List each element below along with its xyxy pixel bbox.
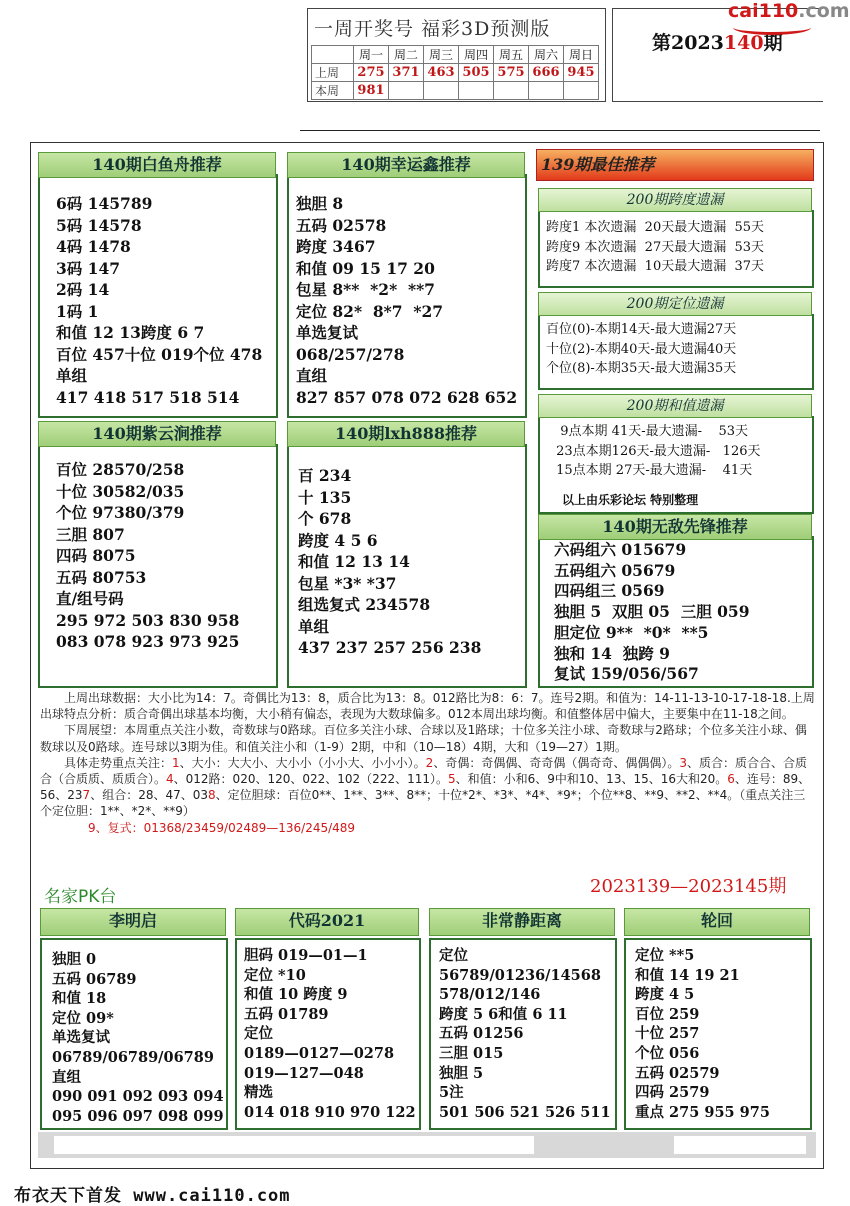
panel-line: 9点本期 41天-最大遗漏- 53天	[552, 424, 749, 439]
panel-body-wudi	[554, 540, 749, 685]
panel-line: 068/257/278	[296, 344, 405, 364]
panel-line: 独胆 5 双胆 05 三胆 059	[554, 602, 750, 622]
panel-line: 06789/06789/06789	[52, 1048, 214, 1066]
analysis-fushi: 9、复式：01368/23459/02489—136/245/489	[40, 820, 356, 835]
panel-line: 十位 257	[635, 1025, 700, 1043]
panel-line: 定位 82* 8*7 *27	[296, 301, 444, 321]
panel-line: 15点本期 27天-最大遗漏- 41天	[552, 463, 753, 478]
panel-body-xingyunxin	[296, 193, 517, 408]
draw-number	[424, 82, 459, 100]
panel-line: 单组	[56, 366, 88, 385]
panel-line: 十位 30582/035	[56, 481, 185, 501]
panel-body-dingwei	[546, 320, 736, 379]
panel-title: 200期跨度遗漏	[538, 188, 812, 212]
panel-line: 胆码 019—01—1	[244, 947, 368, 964]
panel-line: 23点本期126天-最大遗漏- 126天	[552, 443, 761, 459]
footer-credit[interactable]: 布衣天下首发 www.cai110.com	[14, 1186, 291, 1206]
best-title: 139期最佳推荐	[536, 149, 814, 181]
header-title: 一周开奖号 福彩3D预测版	[314, 18, 551, 40]
pk-body-1	[52, 950, 224, 1126]
panel-line: 百位 28570/258	[56, 460, 185, 479]
panel-line: 百位 259	[635, 1005, 700, 1023]
day-header: 周一	[354, 46, 389, 64]
panel-line: 组选复式 234578	[298, 595, 431, 614]
panel-line: 定位	[244, 1025, 273, 1043]
panel-line: 578/012/146	[439, 986, 541, 1004]
divider	[300, 130, 820, 131]
panel-line: 5注	[439, 1084, 464, 1102]
pk-title: 李明启	[40, 908, 226, 936]
draw-number: 275	[354, 64, 389, 82]
panel-line: 重点 275 955 975	[635, 1103, 770, 1121]
panel-line: 和值 12 13 14	[298, 552, 410, 571]
panel-line: 56789/01236/14568	[439, 966, 601, 984]
draw-number: 666	[529, 64, 564, 82]
panel-line: 个位 056	[635, 1044, 700, 1062]
draw-number	[494, 82, 529, 100]
panel-line: 五码 01789	[244, 1005, 329, 1023]
panel-line: 和值 14 19 21	[635, 966, 740, 984]
panel-line: 501 506 521 526 511	[439, 1103, 611, 1121]
panel-line: 四码 8075	[56, 546, 136, 565]
panel-line: 三胆 015	[439, 1044, 504, 1062]
panel-line: 定位 **5	[635, 947, 695, 964]
panel-line: 五码 02578	[296, 215, 387, 235]
panel-title: 140期紫云涧推荐	[38, 421, 276, 447]
panel-line: 0189—0127—0278	[244, 1044, 395, 1062]
panel-line: 复试 159/056/567	[554, 664, 699, 684]
day-header: 周日	[564, 46, 599, 64]
panel-line: 定位	[439, 947, 468, 964]
panel-line: 3码 147	[56, 258, 121, 278]
panel-line: 独胆 0	[52, 951, 97, 968]
panel-line: 5码 14578	[56, 215, 142, 235]
draw-number	[389, 82, 424, 100]
panel-line: 827 857 078 072 628 652	[296, 387, 518, 407]
panel-line: 直组	[296, 366, 328, 385]
weekly-draw-table	[311, 45, 599, 100]
panel-body-baiyuzhou	[56, 193, 262, 408]
panel-line: 个 678	[298, 509, 352, 528]
draw-number	[529, 82, 564, 100]
issue-number: 第2023140期	[652, 32, 783, 54]
panel-line: 十 135	[298, 487, 352, 507]
panel-line: 跨度9 本次遗漏 27天最大遗漏 53天	[546, 239, 765, 255]
panel-line: 六码组六 015679	[554, 540, 687, 559]
panel-title: 140期lxh888推荐	[287, 421, 525, 447]
panel-line: 包星 *3* *37	[298, 573, 397, 593]
panel-title: 140期无敌先锋推荐	[538, 514, 812, 540]
panel-line: 五码 80753	[56, 567, 147, 587]
draw-number: 945	[564, 64, 599, 82]
panel-line: 五码 02579	[635, 1064, 720, 1082]
draw-number	[564, 82, 599, 100]
day-header: 周三	[424, 46, 459, 64]
panel-line: 083 078 923 973 925	[56, 632, 240, 651]
day-header: 周四	[459, 46, 494, 64]
pk-title: 非常静距离	[429, 908, 615, 936]
panel-line: 和值 10 跨度 9	[244, 986, 348, 1004]
panel-line: 独胆 8	[296, 194, 344, 213]
panel-line: 090 091 092 093 094	[52, 1088, 224, 1106]
panel-line: 百位(0)-本期14天-最大遗漏27天	[546, 322, 737, 337]
draw-number: 371	[389, 64, 424, 82]
draw-number	[459, 82, 494, 100]
panel-line: 三胆 807	[56, 524, 125, 544]
pk-title: 轮回	[624, 908, 810, 936]
draw-number: 463	[424, 64, 459, 82]
panel-line: 和值 18	[52, 990, 107, 1008]
pk-body-2	[244, 946, 416, 1122]
pk-label: 名家PK台	[44, 887, 117, 907]
site-logo[interactable]: cai110.com	[728, 0, 850, 22]
day-header: 周五	[494, 46, 529, 64]
panel-body-ziyunjian	[56, 459, 239, 653]
issue-range: 2023139—2023145期	[590, 876, 787, 897]
panel-line: 跨度7 本次遗漏 10天最大遗漏 37天	[546, 259, 765, 274]
panel-title: 140期幸运鑫推荐	[287, 152, 525, 178]
panel-line: 定位 *10	[244, 966, 306, 984]
row-label: 本周	[312, 82, 354, 100]
panel-title: 140期白鱼舟推荐	[38, 152, 276, 178]
draw-number: 981	[354, 82, 389, 100]
panel-line: 单选复试	[52, 1029, 110, 1047]
panel-line: 独胆 5	[439, 1064, 484, 1082]
panel-line: 个位 97380/379	[56, 503, 185, 522]
panel-line: 定位 09*	[52, 1009, 114, 1027]
day-header: 周二	[389, 46, 424, 64]
panel-line: 直/组号码	[56, 589, 124, 608]
panel-line: 包星 8** *2* **7	[296, 280, 435, 299]
panel-title: 200期定位遗漏	[538, 292, 812, 316]
panel-line: 1码 1	[56, 301, 99, 321]
pk-title: 代码2021	[235, 908, 419, 936]
draw-number: 505	[459, 64, 494, 82]
panel-line: 四码 2579	[635, 1084, 710, 1102]
panel-line: 胆定位 9** *0* **5	[554, 622, 709, 642]
row-label: 上周	[312, 64, 354, 82]
panel-line: 单组	[298, 616, 330, 636]
panel-line: 独和 14 独跨 9	[554, 643, 670, 663]
panel-line: 跨度1 本次遗漏 20天最大遗漏 55天	[546, 220, 765, 235]
panel-line: 2码 14	[56, 280, 110, 299]
panel-line: 单选复试	[296, 323, 359, 342]
panel-line: 五码 01256	[439, 1025, 524, 1043]
pk-body-3	[439, 946, 611, 1122]
panel-line: 019—127—048	[244, 1064, 364, 1082]
analysis-text	[40, 690, 815, 836]
panel-line: 417 418 517 518 514	[56, 387, 240, 407]
panel-line: 跨度 5 6和值 6 11	[439, 1005, 568, 1023]
panel-line: 跨度 4 5	[635, 986, 695, 1004]
logo-swoosh	[733, 20, 811, 35]
panel-line: 4码 1478	[56, 237, 131, 256]
panel-body-kuadu	[546, 218, 764, 277]
panel-line: 直组	[52, 1068, 81, 1086]
analysis-trends: 具体走势重点关注：1、大小：大大小、大小小（小小大、小小小）。2、奇偶：奇偶偶、奇奇偶（偶奇奇、偶偶偶）。3、质合：质合合、合质合（合质质、质质合）。4、012路：020、120、022、102（222、111）。5、和值：小和6、9中和10、13、15、16大和20。6、连号：89、56、237、组合：28、47、038、定位胆球：百位0**、1**、3**、8**；十位*2*、*3*、*4*、*9*；个位**8、**9、**2、**4。（重点关注三个定位胆：1**、*2*、**9）	[40, 755, 811, 819]
panel-body-lxh888	[298, 465, 481, 659]
bottom-bar	[38, 1132, 816, 1158]
panel-line: 百 234	[298, 466, 352, 485]
panel-line: 精选	[244, 1084, 273, 1102]
panel-line: 295 972 503 830 958	[56, 610, 240, 630]
panel-body-hezhi	[552, 422, 760, 481]
panel-line: 十位(2)-本期40天-最大遗漏40天	[546, 341, 737, 357]
panel-line: 个位(8)-本期35天-最大遗漏35天	[546, 361, 737, 376]
analysis-outlook: 下周展望：本周重点关注小数，奇数球与0路球。百位多关注小球、合球以及1路球；十位多关注小球、奇数球与2路球；个位多关注小球、偶数球以及0路球。连号球以3期为佳。和值关注小和（1-9）2期，中和（10—18）4期，大和（19—27）1期。	[40, 723, 807, 754]
panel-line: 437 237 257 256 238	[298, 638, 482, 657]
analysis-last-week: 上周出球数据：大小比为14：7。奇偶比为13：8，质合比为13：8。012路比为8：6：7。连号2期。和值为：14-11-13-10-17-18-18.上周出球特点分析：质合奇偶出球基本均衡，大小稍有偏态，表现为大数球偏多。012本周出球均衡。和值整体居中偏大，主要集中在11-18之间。	[40, 691, 815, 722]
panel-line: 跨度 4 5 6	[298, 530, 378, 550]
panel-line: 四码组三 0569	[554, 581, 665, 601]
draw-number: 575	[494, 64, 529, 82]
panel-line: 和值 09 15 17 20	[296, 258, 435, 278]
hezhi-note: 以上由乐彩论坛 特别整理	[562, 493, 699, 507]
panel-title: 200期和值遗漏	[538, 394, 812, 418]
panel-line: 6码 145789	[56, 194, 153, 213]
panel-line: 和值 12 13跨度 6 7	[56, 323, 205, 342]
panel-line: 五码 06789	[52, 970, 137, 988]
panel-line: 095 096 097 098 099	[52, 1107, 224, 1125]
panel-line: 百位 457十位 019个位 478	[56, 344, 263, 364]
panel-line: 014 018 910 970 122	[244, 1103, 416, 1121]
panel-line: 跨度 3467	[296, 237, 376, 256]
pk-body-4	[635, 946, 770, 1122]
panel-line: 五码组六 05679	[554, 560, 676, 580]
day-header: 周六	[529, 46, 564, 64]
